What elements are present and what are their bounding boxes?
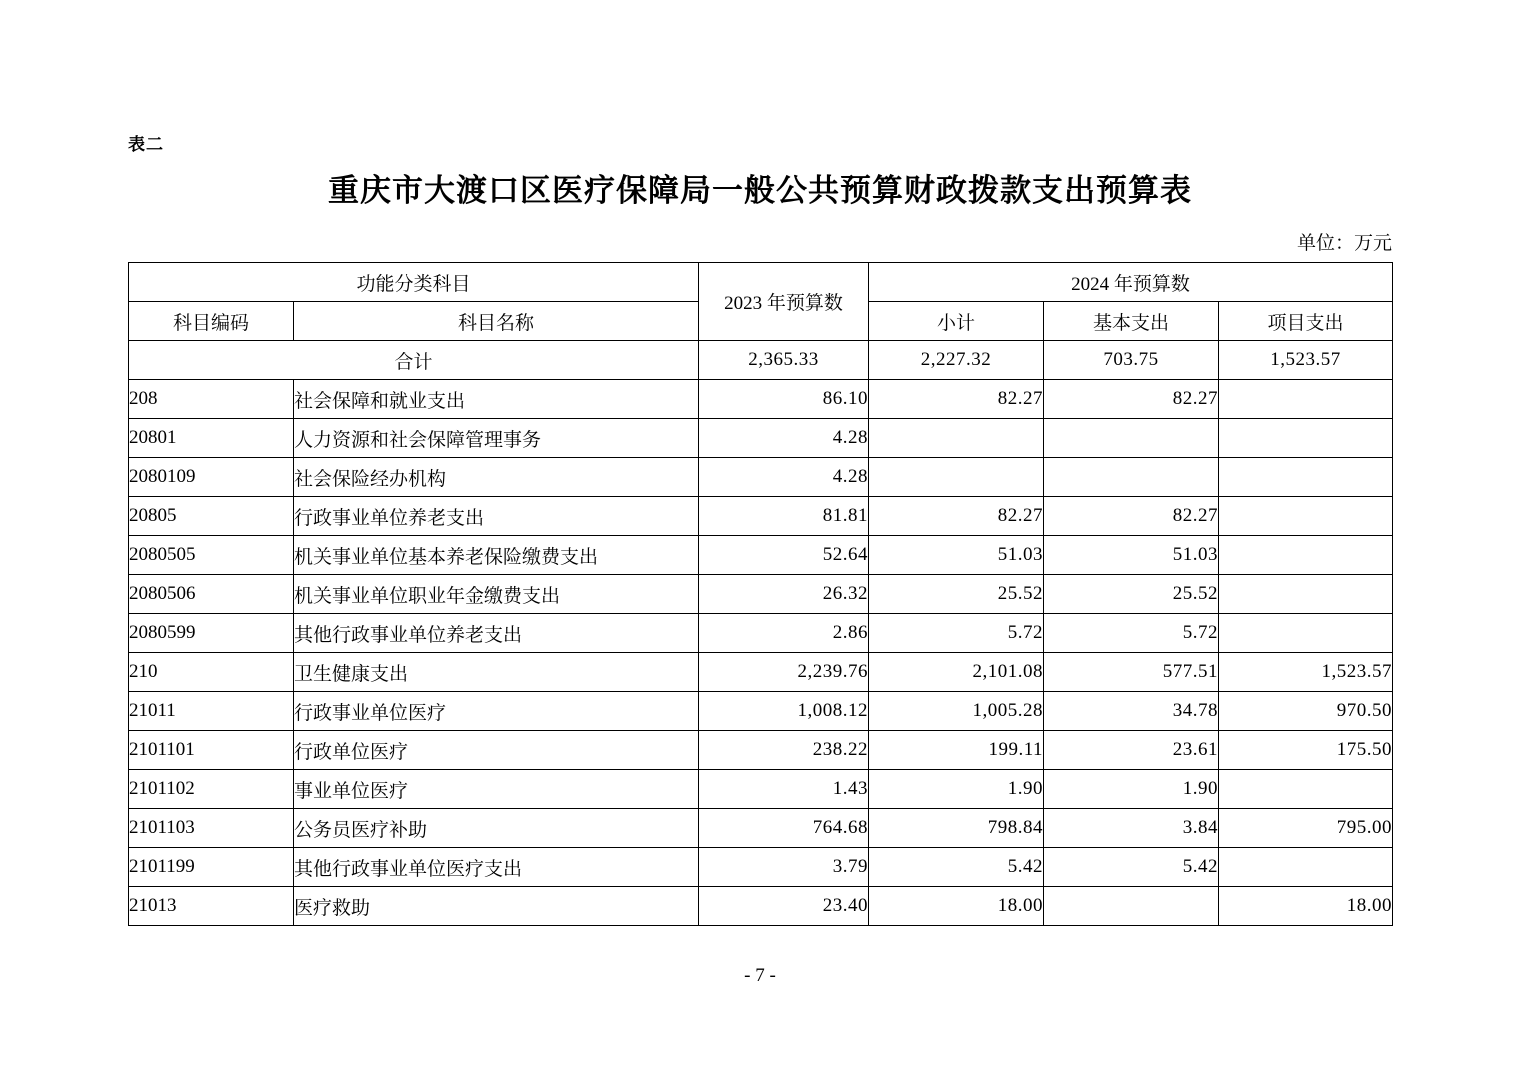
row-code: 21013 [129, 887, 294, 926]
row-project [1219, 536, 1393, 575]
table-row [129, 692, 1393, 731]
row-project [1219, 497, 1393, 536]
row-subtotal: 2,101.08 [869, 653, 1044, 692]
row-code: 20805 [129, 497, 294, 536]
row-project [1219, 848, 1393, 887]
row-basic: 82.27 [1044, 497, 1219, 536]
table-row [129, 419, 1393, 458]
header-code: 科目编码 [129, 302, 294, 341]
row-basic: 82.27 [1044, 380, 1219, 419]
unit-note: 单位：万元 [1296, 233, 1392, 254]
row-code: 20801 [129, 419, 294, 458]
row-project: 18.00 [1219, 887, 1393, 926]
row-subtotal: 18.00 [869, 887, 1044, 926]
row-2023: 238.22 [699, 731, 869, 770]
row-name: 社会保障和就业支出 [294, 380, 699, 419]
total-label: 合计 [129, 341, 699, 380]
row-code: 2101199 [129, 848, 294, 887]
row-project: 970.50 [1219, 692, 1393, 731]
table-row [129, 770, 1393, 809]
row-2023: 4.28 [699, 458, 869, 497]
row-2023: 23.40 [699, 887, 869, 926]
row-subtotal: 25.52 [869, 575, 1044, 614]
table-row [129, 497, 1393, 536]
header-2023: 2023 年预算数 [699, 263, 869, 341]
row-2023: 1,008.12 [699, 692, 869, 731]
row-project [1219, 380, 1393, 419]
row-basic: 23.61 [1044, 731, 1219, 770]
table-row [129, 536, 1393, 575]
table-row [129, 809, 1393, 848]
row-code: 210 [129, 653, 294, 692]
row-2023: 1.43 [699, 770, 869, 809]
table-body [129, 341, 1393, 926]
row-name: 医疗救助 [294, 887, 699, 926]
row-2023: 4.28 [699, 419, 869, 458]
row-name: 行政事业单位医疗 [294, 692, 699, 731]
row-subtotal: 5.42 [869, 848, 1044, 887]
total-subtotal: 2,227.32 [869, 341, 1044, 380]
page-number: - 7 - [744, 965, 776, 986]
page-title: 重庆市大渡口区医疗保障局一般公共预算财政拨款支出预算表 [328, 173, 1192, 208]
row-basic: 34.78 [1044, 692, 1219, 731]
row-basic: 5.72 [1044, 614, 1219, 653]
row-basic [1044, 458, 1219, 497]
row-name: 事业单位医疗 [294, 770, 699, 809]
row-name: 机关事业单位职业年金缴费支出 [294, 575, 699, 614]
header-subtotal: 小计 [869, 302, 1044, 341]
row-2023: 2,239.76 [699, 653, 869, 692]
row-name: 卫生健康支出 [294, 653, 699, 692]
header-row-top [129, 263, 1393, 302]
row-project [1219, 419, 1393, 458]
row-subtotal [869, 458, 1044, 497]
header-function-group: 功能分类科目 [129, 263, 699, 302]
row-basic: 25.52 [1044, 575, 1219, 614]
total-2023: 2,365.33 [699, 341, 869, 380]
table-row-total [129, 341, 1393, 380]
row-project: 175.50 [1219, 731, 1393, 770]
row-subtotal: 1.90 [869, 770, 1044, 809]
total-basic: 703.75 [1044, 341, 1219, 380]
row-basic [1044, 887, 1219, 926]
table-row [129, 887, 1393, 926]
row-basic: 3.84 [1044, 809, 1219, 848]
row-project: 795.00 [1219, 809, 1393, 848]
table-header [129, 263, 1393, 341]
table-label: 表二 [128, 135, 164, 154]
row-code: 2080109 [129, 458, 294, 497]
row-subtotal: 1,005.28 [869, 692, 1044, 731]
row-subtotal: 5.72 [869, 614, 1044, 653]
row-2023: 26.32 [699, 575, 869, 614]
row-name: 社会保险经办机构 [294, 458, 699, 497]
row-basic: 51.03 [1044, 536, 1219, 575]
row-2023: 81.81 [699, 497, 869, 536]
budget-table [128, 262, 1393, 926]
table-row [129, 614, 1393, 653]
table-row [129, 458, 1393, 497]
row-code: 21011 [129, 692, 294, 731]
row-code: 2101101 [129, 731, 294, 770]
table-row [129, 575, 1393, 614]
row-subtotal [869, 419, 1044, 458]
row-basic: 1.90 [1044, 770, 1219, 809]
row-project [1219, 614, 1393, 653]
row-subtotal: 82.27 [869, 497, 1044, 536]
row-code: 208 [129, 380, 294, 419]
row-code: 2101103 [129, 809, 294, 848]
row-project [1219, 575, 1393, 614]
header-name: 科目名称 [294, 302, 699, 341]
row-project: 1,523.57 [1219, 653, 1393, 692]
table-row [129, 848, 1393, 887]
row-name: 机关事业单位基本养老保险缴费支出 [294, 536, 699, 575]
row-project [1219, 458, 1393, 497]
table-row [129, 653, 1393, 692]
row-name: 公务员医疗补助 [294, 809, 699, 848]
header-2024-group: 2024 年预算数 [869, 263, 1393, 302]
row-name: 其他行政事业单位养老支出 [294, 614, 699, 653]
table-row [129, 731, 1393, 770]
row-subtotal: 82.27 [869, 380, 1044, 419]
row-subtotal: 798.84 [869, 809, 1044, 848]
row-2023: 3.79 [699, 848, 869, 887]
row-2023: 52.64 [699, 536, 869, 575]
row-code: 2080506 [129, 575, 294, 614]
row-code: 2101102 [129, 770, 294, 809]
row-name: 人力资源和社会保障管理事务 [294, 419, 699, 458]
row-basic: 577.51 [1044, 653, 1219, 692]
row-code: 2080599 [129, 614, 294, 653]
row-project [1219, 770, 1393, 809]
table-row [129, 380, 1393, 419]
row-name: 行政单位医疗 [294, 731, 699, 770]
row-subtotal: 199.11 [869, 731, 1044, 770]
row-code: 2080505 [129, 536, 294, 575]
row-name: 其他行政事业单位医疗支出 [294, 848, 699, 887]
row-basic [1044, 419, 1219, 458]
row-subtotal: 51.03 [869, 536, 1044, 575]
header-basic: 基本支出 [1044, 302, 1219, 341]
total-project: 1,523.57 [1219, 341, 1393, 380]
row-basic: 5.42 [1044, 848, 1219, 887]
row-2023: 764.68 [699, 809, 869, 848]
row-name: 行政事业单位养老支出 [294, 497, 699, 536]
row-2023: 86.10 [699, 380, 869, 419]
row-2023: 2.86 [699, 614, 869, 653]
header-project: 项目支出 [1219, 302, 1393, 341]
